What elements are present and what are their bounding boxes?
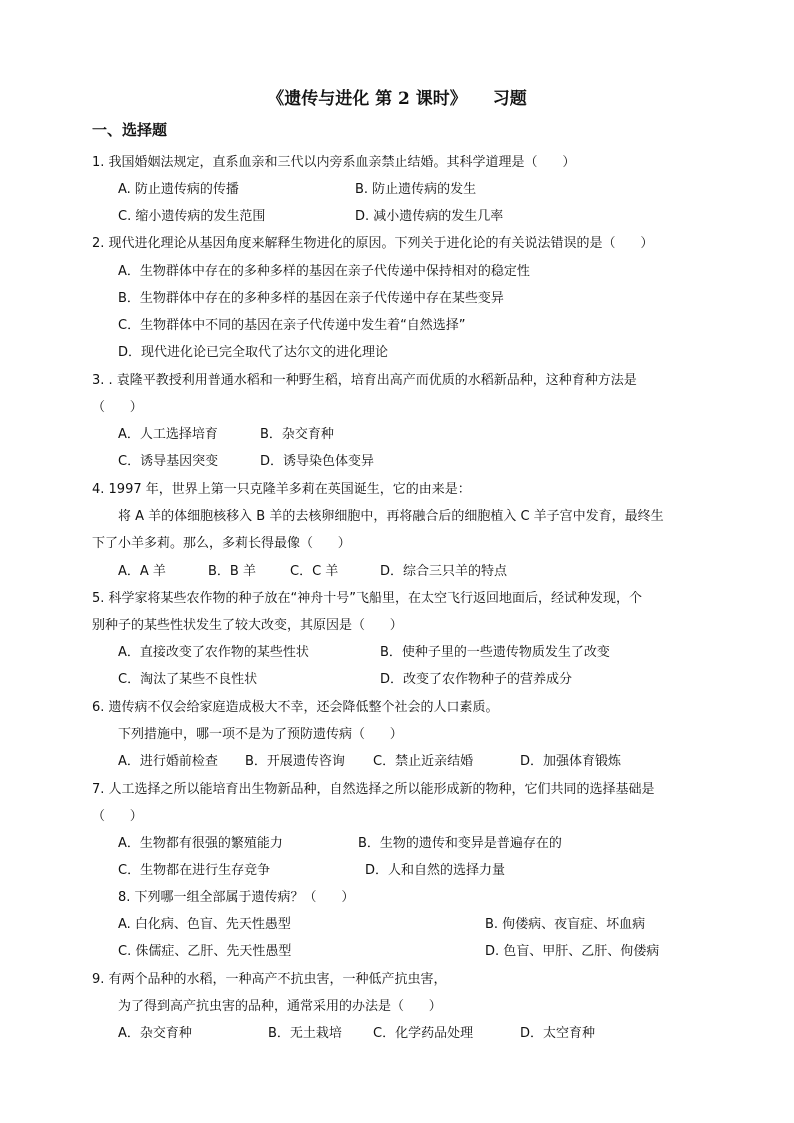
title-suffix: 习题 bbox=[492, 89, 527, 109]
question-9-option-a: A．杂交育种 bbox=[118, 1026, 192, 1041]
question-2-option-d: D．现代进化论已完全取代了达尔文的进化理论 bbox=[118, 345, 389, 360]
question-4-body-2: 下了小羊多莉。那么，多莉长得最像（ ） bbox=[92, 536, 351, 551]
question-7-option-c: C．生物都在进行生存竞争 bbox=[118, 863, 271, 878]
question-4-option-b: B．B 羊 bbox=[208, 564, 256, 579]
question-7-stem-cont: （ ） bbox=[92, 809, 143, 824]
question-3-option-d: D．诱导染色体变异 bbox=[260, 454, 375, 469]
question-1-option-a: A. 防止遗传病的传播 bbox=[118, 182, 239, 197]
question-7-option-d: D．人和自然的选择力量 bbox=[365, 863, 506, 878]
question-4-body-1: 将 A 羊的体细胞核移入 B 羊的去核卵细胞中，再将融合后的细胞植入 C 羊子宫中发育，最终生 bbox=[118, 509, 664, 524]
question-3-option-b: B．杂交育种 bbox=[260, 427, 334, 442]
question-6-stem: 6. 遗传病不仅会给家庭造成极大不幸，还会降低整个社会的人口素质。 bbox=[92, 700, 499, 715]
question-9-stem: 9. 有两个品种的水稻，一种高产不抗虫害，一种低产抗虫害， bbox=[92, 972, 447, 987]
question-6-option-c: C．禁止近亲结婚 bbox=[373, 754, 474, 769]
question-5-option-b: B．使种子里的一些遗传物质发生了改变 bbox=[380, 645, 610, 660]
question-5-stem: 5. 科学家将某些农作物的种子放在“神舟十号”飞船里，在太空飞行返回地面后，经试种发现，个 bbox=[92, 591, 643, 606]
question-6-stem-cont: 下列措施中，哪一项不是为了预防遗传病（ ） bbox=[118, 727, 403, 742]
question-8-option-d: D. 色盲、甲肝、乙肝、佝偻病 bbox=[485, 944, 660, 959]
question-2-stem: 2. 现代进化理论从基因角度来解释生物进化的原因。下列关于进化论的有关说法错误的是（ ） bbox=[92, 236, 654, 251]
question-5-stem-cont: 别种子的某些性状发生了较大改变，其原因是（ ） bbox=[92, 618, 403, 633]
question-7-option-b: B．生物的遗传和变异是普遍存在的 bbox=[358, 836, 562, 851]
question-1-stem: 1. 我国婚姻法规定，直系血亲和三代以内旁系血亲禁止结婚。其科学道理是（ ） bbox=[92, 155, 576, 170]
title-main: 《遗传与进化 第 2 课时》 bbox=[267, 89, 467, 109]
question-9-option-b: B．无土栽培 bbox=[268, 1026, 342, 1041]
question-4-option-d: D．综合三只羊的特点 bbox=[380, 564, 508, 579]
question-5-option-c: C．淘汰了某些不良性状 bbox=[118, 672, 258, 687]
question-5-option-a: A．直接改变了农作物的某些性状 bbox=[118, 645, 309, 660]
question-9-option-c: C．化学药品处理 bbox=[373, 1026, 474, 1041]
question-4-option-a: A．A 羊 bbox=[118, 564, 166, 579]
question-2-option-a: A．生物群体中存在的多种多样的基因在亲子代传递中保持相对的稳定性 bbox=[118, 264, 530, 279]
question-2-option-b: B．生物群体中存在的多种多样的基因在亲子代传递中存在某些变异 bbox=[118, 291, 504, 306]
question-6-option-d: D．加强体育锻炼 bbox=[520, 754, 622, 769]
question-3-option-a: A．人工选择培育 bbox=[118, 427, 218, 442]
question-3-stem: 3. . 袁隆平教授利用普通水稻和一种野生稻，培育出高产而优质的水稻新品种，这种育种方法是 bbox=[92, 373, 637, 388]
question-8-option-c: C. 侏儒症、乙肝、先天性愚型 bbox=[118, 944, 292, 959]
question-4-option-c: C．C 羊 bbox=[290, 564, 339, 579]
question-2-option-c: C．生物群体中不同的基因在亲子代传递中发生着“自然选择” bbox=[118, 318, 466, 333]
question-1-option-c: C. 缩小遗传病的发生范围 bbox=[118, 209, 266, 224]
question-3-option-c: C．诱导基因突变 bbox=[118, 454, 219, 469]
question-7-stem: 7. 人工选择之所以能培育出生物新品种，自然选择之所以能形成新的物种，它们共同的选择基础是 bbox=[92, 782, 655, 797]
question-9-stem-cont: 为了得到高产抗虫害的品种，通常采用的办法是（ ） bbox=[118, 999, 442, 1014]
question-5-option-d: D．改变了农作物种子的营养成分 bbox=[380, 672, 573, 687]
question-7-option-a: A．生物都有很强的繁殖能力 bbox=[118, 836, 283, 851]
section-heading: 一、选择题 bbox=[92, 121, 168, 139]
question-8-option-a: A. 白化病、色盲、先天性愚型 bbox=[118, 917, 291, 932]
question-6-option-b: B．开展遗传咨询 bbox=[245, 754, 345, 769]
question-8-option-b: B. 佝偻病、夜盲症、坏血病 bbox=[485, 917, 646, 932]
page-title bbox=[0, 88, 794, 110]
question-1-option-b: B. 防止遗传病的发生 bbox=[355, 182, 477, 197]
question-1-option-d: D. 减小遗传病的发生几率 bbox=[355, 209, 504, 224]
question-6-option-a: A．进行婚前检查 bbox=[118, 754, 218, 769]
question-4-stem: 4. 1997 年，世界上第一只克隆羊多莉在英国诞生，它的由来是： bbox=[92, 482, 471, 497]
question-3-stem-cont: （ ） bbox=[92, 400, 143, 415]
question-8-stem: 8. 下列哪一组全部属于遗传病？（ ） bbox=[118, 890, 355, 905]
question-9-option-d: D．太空育种 bbox=[520, 1026, 596, 1041]
